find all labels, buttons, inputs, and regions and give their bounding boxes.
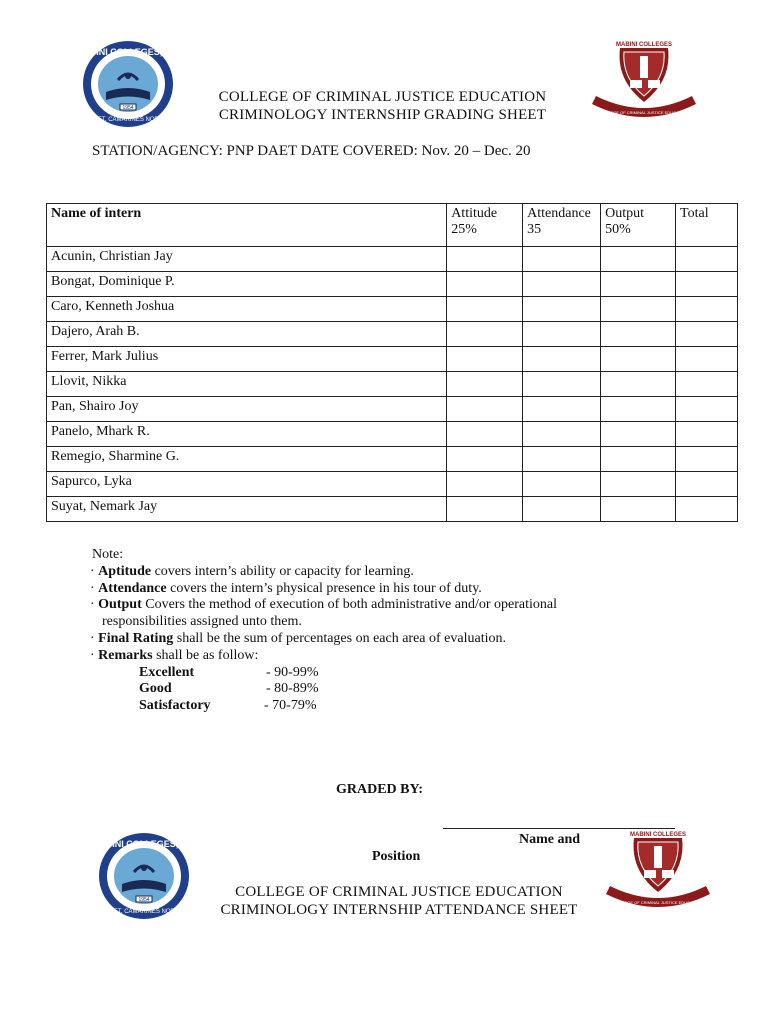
remark-label: Good (139, 681, 172, 697)
name-and-label: Name and (519, 832, 581, 847)
output-cell[interactable] (601, 247, 676, 272)
table-row (47, 397, 738, 422)
text-remarks: shall be as follow: (152, 647, 259, 663)
footer-sheet-title: CRIMINOLOGY INTERNSHIP ATTENDANCE SHEET (220, 902, 578, 918)
table-row (47, 372, 738, 397)
remark-range: - 70-79% (264, 698, 317, 714)
footer-college-name: COLLEGE OF CRIMINAL JUSTICE EDUCATION (235, 884, 563, 900)
station-agency-line: STATION/AGENCY: PNP DAET DATE COVERED: Nov. 20 – Dec. 20 (92, 143, 531, 159)
table-row (47, 272, 738, 297)
intern-name-cell: Suyat, Nemark Jay (47, 497, 447, 522)
header-attendance-label: Attendance (527, 206, 591, 221)
remark-good (92, 681, 557, 698)
bullet: · (90, 563, 95, 579)
table-row (47, 422, 738, 447)
remark-label: Satisfactory (139, 698, 211, 714)
intern-name-cell: Llovit, Nikka (47, 372, 447, 397)
intern-name-cell: Dajero, Arah B. (47, 322, 447, 347)
intern-name-cell: Acunin, Christian Jay (47, 247, 447, 272)
notes-title: Note: (92, 547, 124, 562)
table-row (47, 447, 738, 472)
intern-name-cell: Caro, Kenneth Joshua (47, 297, 447, 322)
header-total: Total (676, 204, 738, 247)
total-cell[interactable] (676, 247, 738, 272)
attendance-cell[interactable] (523, 372, 601, 397)
table-header-row (47, 204, 738, 247)
shield-banner-text: COLLEGE OF CRIMINAL JUSTICE EDUCATION (614, 900, 702, 905)
attitude-cell[interactable] (447, 372, 523, 397)
output-cell[interactable] (601, 297, 676, 322)
note-output-continued: responsibilities assigned unto them. (102, 614, 302, 630)
output-cell[interactable] (601, 397, 676, 422)
text-output: Covers the method of execution of both administrative and/or operational (141, 597, 557, 613)
remark-excellent (92, 665, 557, 682)
intern-name-cell: Ferrer, Mark Julius (47, 347, 447, 372)
seal-top-text: MABINI COLLEGES, Inc. (75, 47, 181, 57)
header-sheet-title: CRIMINOLOGY INTERNSHIP GRADING SHEET (218, 107, 547, 123)
remark-satisfactory (92, 698, 557, 715)
shield-top-text: MABINI COLLEGES (629, 832, 687, 838)
attendance-cell[interactable] (523, 397, 601, 422)
attitude-cell[interactable] (447, 472, 523, 497)
attendance-cell[interactable] (523, 347, 601, 372)
shield-banner-text: COLLEGE OF CRIMINAL JUSTICE EDUCATION (600, 110, 688, 115)
intern-name-cell: Pan, Shairo Joy (47, 397, 447, 422)
signature-line (443, 828, 675, 829)
total-cell[interactable] (676, 297, 738, 322)
header-attendance-percent: 35 (527, 222, 542, 237)
total-cell[interactable] (676, 347, 738, 372)
attendance-cell[interactable] (523, 497, 601, 522)
intern-name-cell: Remegio, Sharmine G. (47, 447, 447, 472)
total-cell[interactable] (676, 397, 738, 422)
attendance-cell[interactable] (523, 447, 601, 472)
attendance-cell[interactable] (523, 297, 601, 322)
table-row (47, 247, 738, 272)
remark-range: - 90-99% (266, 664, 319, 680)
total-cell[interactable] (676, 272, 738, 297)
header-name-of-intern: Name of intern (47, 204, 447, 247)
bullet: · (90, 630, 95, 646)
header-output-label: Output (605, 206, 644, 221)
total-cell[interactable] (676, 422, 738, 447)
total-cell[interactable] (676, 447, 738, 472)
table-row (47, 297, 738, 322)
note-output (90, 597, 557, 614)
term-output: Output (98, 597, 142, 613)
attitude-cell[interactable] (447, 347, 523, 372)
intern-name-cell: Sapurco, Lyka (47, 472, 447, 497)
output-cell[interactable] (601, 372, 676, 397)
college-seal-logo (75, 40, 181, 128)
table-row (47, 472, 738, 497)
bullet: · (90, 647, 95, 663)
header-attendance (523, 204, 601, 247)
attitude-cell[interactable] (447, 397, 523, 422)
attitude-cell[interactable] (447, 497, 523, 522)
seal-year: 1954 (138, 897, 150, 903)
remark-range: - 80-89% (266, 681, 319, 697)
attitude-cell[interactable] (447, 272, 523, 297)
header-attitude-percent: 25% (451, 222, 477, 237)
intern-name-cell: Bongat, Dominique P. (47, 272, 447, 297)
shield-top-text: MABINI COLLEGES (615, 42, 673, 48)
output-cell[interactable] (601, 322, 676, 347)
output-cell[interactable] (601, 347, 676, 372)
term-final-rating: Final Rating (98, 630, 174, 646)
attendance-cell[interactable] (523, 472, 601, 497)
seal-bottom-text: DAET, CAMARINES NORTE (89, 117, 167, 123)
text-final-rating: shall be the sum of percentages on each area of evaluation. (173, 630, 506, 646)
attitude-cell[interactable] (447, 297, 523, 322)
total-cell[interactable] (676, 322, 738, 347)
attitude-cell[interactable] (447, 247, 523, 272)
text-aptitude: covers intern’s ability or capacity for learning. (151, 563, 414, 579)
notes-section (92, 547, 557, 715)
output-cell[interactable] (601, 422, 676, 447)
bullet: · (90, 580, 95, 596)
total-cell[interactable] (676, 372, 738, 397)
graded-by-label: GRADED BY: (336, 782, 423, 797)
total-cell[interactable] (676, 472, 738, 497)
criminal-justice-shield-logo-footer (604, 830, 712, 920)
output-cell[interactable] (601, 447, 676, 472)
term-remarks: Remarks (98, 647, 153, 663)
total-cell[interactable] (676, 497, 738, 522)
term-attendance: Attendance (98, 580, 167, 596)
attitude-cell[interactable] (447, 447, 523, 472)
output-cell[interactable] (601, 472, 676, 497)
header-college-name: COLLEGE OF CRIMINAL JUSTICE EDUCATION (218, 89, 547, 105)
note-remarks (90, 648, 557, 665)
note-attendance (90, 581, 557, 598)
table-row (47, 322, 738, 347)
term-aptitude: Aptitude (98, 563, 152, 579)
table-row (47, 497, 738, 522)
criminal-justice-shield-logo (590, 40, 698, 130)
output-cell[interactable] (601, 272, 676, 297)
text-attendance: covers the intern’s physical presence in his tour of duty. (166, 580, 482, 596)
attendance-cell[interactable] (523, 272, 601, 297)
attitude-cell[interactable] (447, 322, 523, 347)
output-cell[interactable] (601, 497, 676, 522)
remarks-scale (92, 665, 557, 715)
header-output (601, 204, 676, 247)
seal-year: 1954 (122, 105, 134, 111)
seal-bottom-text: DAET, CAMARINES NORTE (105, 909, 183, 915)
remark-label: Excellent (139, 664, 195, 680)
seal-top-text: MABINI COLLEGES, Inc. (91, 839, 197, 849)
attendance-cell[interactable] (523, 422, 601, 447)
header-output-percent: 50% (605, 222, 631, 237)
intern-name-cell: Panelo, Mhark R. (47, 422, 447, 447)
attitude-cell[interactable] (447, 422, 523, 447)
position-label: Position (372, 849, 421, 864)
table-row (47, 347, 738, 372)
attendance-cell[interactable] (523, 322, 601, 347)
header-attitude (447, 204, 523, 247)
note-aptitude (90, 564, 557, 581)
attendance-cell[interactable] (523, 247, 601, 272)
grading-table (46, 203, 738, 522)
header-attitude-label: Attitude (451, 206, 498, 221)
note-final-rating (90, 631, 557, 648)
bullet: · (90, 597, 95, 613)
college-seal-logo-footer (91, 832, 197, 920)
